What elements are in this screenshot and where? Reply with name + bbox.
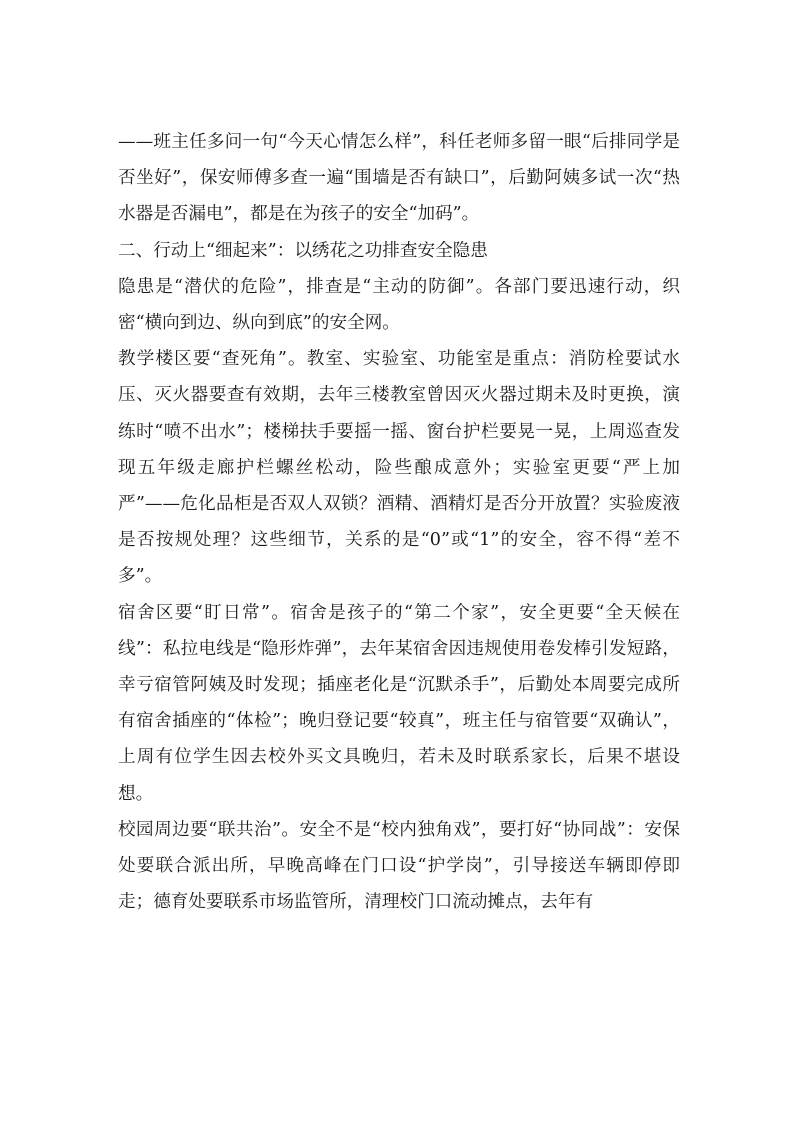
paragraph-dormitory: 宿舍区要“盯日常”。宿舍是孩子的“第二个家”，安全更要“全天候在线”：私拉电线是“隐形炸弹”，去年某宿舍因违规使用卷发棒引发短路，幸亏宿管阿姨及时发现；插座老化是“沉默杀手”，后勤处本周要完成所有宿舍插座的“体检”；晚归登记要“较真”，班主任与宿管要“双确认”，上周有位学生因去校外买文具晚归，若未及时联系家长，后果不堪设想。 [118,602,680,804]
section-heading-2: 二、行动上“细起来”：以绣花之功排查安全隐患 [118,240,488,261]
paragraph-intro: ——班主任多问一句“今天心情怎么样”，科任老师多留一眼“后排同学是否坐好”，保安师傅多查一遍“围墙是否有缺口”，后勤阿姨多试一次“热水器是否漏电”，都是在为孩子的安全“加码”。 [118,132,680,225]
paragraph-hazard-overview: 隐患是“潜伏的危险”，排查是“主动的防御”。各部门要迅速行动，织密“横向到边、纵向到底”的安全网。 [118,276,680,334]
document-body [118,124,680,920]
paragraph-campus-surroundings: 校园周边要“联共治”。安全不是“校内独角戏”，要打好“协同战”：安保处要联合派出所，早晚高峰在门口设“护学岗”，引导接送车辆即停即走；德育处要联系市场监管所，清理校门口流动摊点，去年有 [118,819,680,913]
paragraph-teaching-building: 教学楼区要“查死角”。教室、实验室、功能室是重点：消防栓要试水压、灭火器要查有效期，去年三楼教室曾因灭火器过期未及时更换，演练时“喷不出水”；楼梯扶手要摇一摇、窗台护栏要晃一晃，上周巡查发现五年级走廊护栏螺丝松动，险些酿成意外；实验室更要“严上加严”——危化品柜是否双人双锁？酒精、酒精灯是否分开放置？实验废液是否按规处理？这些细节，关系的是“0”或“1”的安全，容不得“差不多”。 [118,349,680,587]
